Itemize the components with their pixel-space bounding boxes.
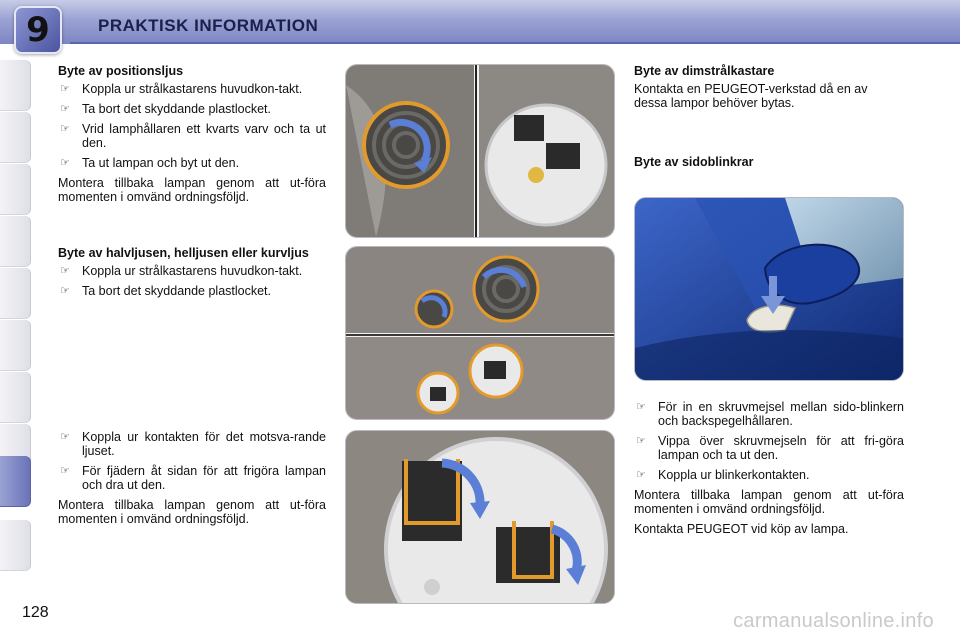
chapter-tab-4[interactable] — [0, 216, 31, 267]
hand-pointer-icon: ☞ — [60, 157, 70, 169]
list-item: ☞ Koppla ur kontakten för det motsva-rande ljuset. — [60, 430, 326, 458]
reassembly-note: Montera tillbaka lampan genom att ut-föra momenten i omvänd ordningsföljd. — [58, 176, 326, 204]
list-item: ☞ Vippa över skruvmejseln för att fri-göra lampan och ta ut den. — [636, 434, 904, 462]
left-column — [58, 64, 326, 210]
chapter-tab-6[interactable] — [0, 320, 31, 371]
chapter-badge: 9 — [14, 6, 62, 54]
heading-side-indicators: Byte av sidoblinkrar — [634, 155, 754, 169]
reassembly-note: Montera tillbaka lampan genom att ut-föra momenten i omvänd ordningsföljd. — [634, 488, 904, 516]
chapter-tab-5[interactable] — [0, 268, 31, 319]
list-item: ☞ Koppla ur strålkastarens huvudkon-takt. — [60, 264, 303, 278]
heading-fog-lights: Byte av dimstrålkastare — [634, 64, 775, 78]
reassembly-note: Montera tillbaka lampan genom att ut-föra momenten i omvänd ordningsföljd. — [58, 498, 326, 526]
illustration-headlights — [345, 246, 615, 420]
hand-pointer-icon: ☞ — [60, 465, 70, 477]
hand-pointer-icon: ☞ — [60, 285, 70, 297]
hand-pointer-icon: ☞ — [60, 431, 70, 443]
watermark: carmanualsonline.info — [733, 610, 934, 632]
hand-pointer-icon: ☞ — [60, 83, 70, 95]
illustration-position-light — [345, 64, 615, 238]
chapter-tab-3[interactable] — [0, 164, 31, 215]
chapter-tab-9-active[interactable] — [0, 456, 31, 507]
list-item: ☞ Ta ut lampan och byt ut den. — [60, 156, 240, 170]
page-title: PRAKTISK INFORMATION — [98, 16, 319, 35]
fog-light-text: Kontakta en PEUGEOT-verkstad då en av dessa lampor behöver bytas. — [634, 82, 868, 110]
left-column-section3 — [58, 430, 326, 532]
purchase-note: Kontakta PEUGEOT vid köp av lampa. — [634, 522, 849, 536]
right-column — [634, 64, 904, 116]
chapter-tab-10[interactable] — [0, 520, 31, 571]
list-item: ☞ För fjädern åt sidan för att frigöra lampan och dra ut den. — [60, 464, 326, 492]
heading-position-lights: Byte av positionsljus — [58, 64, 184, 78]
page-number: 128 — [22, 604, 49, 621]
chapter-tab-7[interactable] — [0, 372, 31, 423]
list-item: ☞ Ta bort det skyddande plastlocket. — [60, 102, 272, 116]
list-item: ☞ Ta bort det skyddande plastlocket. — [60, 284, 272, 298]
list-item: ☞ Koppla ur strålkastarens huvudkon-takt. — [60, 82, 303, 96]
hand-pointer-icon: ☞ — [636, 401, 646, 413]
hand-pointer-icon: ☞ — [636, 435, 646, 447]
right-column-section2 — [634, 155, 904, 173]
illustration-side-indicator — [634, 197, 904, 381]
hand-pointer-icon: ☞ — [60, 123, 70, 135]
right-column-section3 — [634, 400, 904, 542]
header-underline — [70, 42, 960, 44]
list-item: ☞ Koppla ur blinkerkontakten. — [636, 468, 810, 482]
hand-pointer-icon: ☞ — [60, 103, 70, 115]
chapter-tab-2[interactable] — [0, 112, 31, 163]
chapter-tab-1[interactable] — [0, 60, 31, 111]
list-item: ☞ För in en skruvmejsel mellan sido-blinkern och backspegelhållaren. — [636, 400, 904, 428]
hand-pointer-icon: ☞ — [636, 469, 646, 481]
list-item: ☞ Vrid lamphållaren ett kvarts varv och ta ut den. — [60, 122, 326, 150]
illustration-bulb-release — [345, 430, 615, 604]
left-column-section2 — [58, 246, 326, 304]
chapter-tab-strip — [0, 60, 32, 580]
heading-headlights: Byte av halvljusen, helljusen eller kurvljus — [58, 246, 309, 260]
hand-pointer-icon: ☞ — [60, 265, 70, 277]
